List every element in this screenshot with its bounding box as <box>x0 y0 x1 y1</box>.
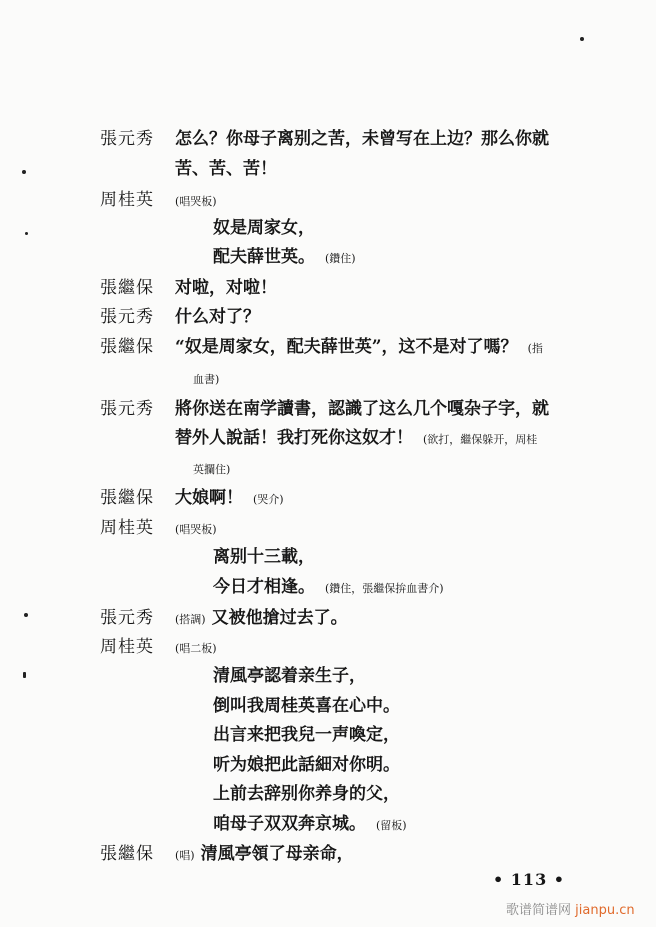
ink-speck <box>22 170 26 174</box>
script-line <box>175 517 223 541</box>
watermark-brand: jianpu.cn <box>575 903 635 918</box>
dialogue-text: “奴是周家女，配夫薛世英”，这不是对了嗎？ <box>175 337 518 357</box>
stage-direction: (唱哭板) <box>175 195 217 208</box>
script-line <box>175 189 223 213</box>
script-line <box>213 546 315 568</box>
script-line <box>193 367 225 391</box>
script-line <box>175 636 223 660</box>
script-line <box>213 576 444 600</box>
dialogue-text: 对啦，对啦！ <box>175 278 277 298</box>
dialogue-text: 怎么？你母子离别之苦，未曾写在上边？那么你就 <box>175 129 549 149</box>
speaker-name: 張元秀 <box>100 307 154 327</box>
dialogue-text: 配夫薛世英。 <box>213 247 315 267</box>
speaker-name: 張元秀 <box>100 608 154 628</box>
stage-direction: 血書) <box>193 373 220 386</box>
stage-direction: (留板) <box>376 819 407 832</box>
script-line <box>175 336 543 360</box>
dialogue-text: 倒叫我周桂英喜在心中。 <box>213 696 400 716</box>
ink-speck <box>23 672 26 678</box>
dialogue-text: 离别十三載， <box>213 547 315 567</box>
script-line <box>175 427 537 451</box>
speaker-name: 張繼保 <box>100 488 154 508</box>
dialogue-text: 替外人說話！我打死你这奴才！ <box>175 428 413 448</box>
dialogue-text: 听为娘把此話細对你明。 <box>213 755 400 775</box>
dialogue-text: 上前去辞别你养身的父， <box>213 784 400 804</box>
page-number: • 113 • <box>493 870 565 889</box>
stage-direction: (唱) <box>175 849 195 862</box>
stage-direction: (哭介) <box>253 493 284 506</box>
speaker-name: 周桂英 <box>100 637 154 657</box>
ink-speck <box>25 232 28 235</box>
stage-direction: (鑽住，張繼保拚血書介) <box>325 582 444 595</box>
dialogue-text: 咱母子双双奔京城。 <box>213 814 366 834</box>
script-line <box>175 607 348 631</box>
stage-direction: 英攔住) <box>193 463 231 476</box>
speaker-name: 張繼保 <box>100 278 154 298</box>
ink-speck <box>24 613 28 617</box>
script-line <box>193 457 236 481</box>
script-line <box>213 665 366 687</box>
script-line <box>175 277 277 299</box>
script-line <box>213 754 400 776</box>
stage-direction: (搭調) <box>175 613 206 626</box>
stage-direction: (欲打，繼保躲开，周桂 <box>423 433 538 446</box>
dialogue-text: 什么对了？ <box>175 307 260 327</box>
script-line <box>175 158 277 180</box>
script-line <box>175 843 354 867</box>
script-line <box>175 398 549 420</box>
dialogue-text: 奴是周家女， <box>213 218 315 238</box>
dialogue-text: 苦、苦、苦！ <box>175 159 277 179</box>
stage-direction: (鑽住) <box>325 252 356 265</box>
speaker-name: 張繼保 <box>100 844 154 864</box>
speaker-name: 周桂英 <box>100 190 154 210</box>
script-line <box>175 487 284 511</box>
watermark-text: 歌谱简谱网 <box>506 903 572 918</box>
speaker-name: 周桂英 <box>100 518 154 538</box>
dialogue-text: 出言来把我兒一声喚定， <box>213 725 400 745</box>
speaker-name: 張繼保 <box>100 337 154 357</box>
dialogue-text: 清風亭領了母亲命， <box>200 844 354 864</box>
stage-direction: (唱二板) <box>175 642 217 655</box>
dialogue-text: 大娘啊！ <box>175 488 243 508</box>
dialogue-text: 將你送在南学讀書，認識了这么几个嘎杂子字，就 <box>175 399 549 419</box>
stage-direction: (指 <box>527 342 543 355</box>
script-line <box>213 246 356 270</box>
script-line <box>213 724 400 746</box>
script-line <box>175 128 549 150</box>
script-line <box>175 306 260 328</box>
dialogue-text: 今日才相逢。 <box>213 577 315 597</box>
speaker-name: 張元秀 <box>100 399 154 419</box>
stage-direction: (唱哭板) <box>175 523 217 536</box>
script-line <box>213 783 400 805</box>
dialogue-text: 又被他搶过去了。 <box>211 608 348 628</box>
script-line <box>213 813 407 837</box>
dialogue-text: 清風亭認着亲生子， <box>213 666 366 686</box>
speaker-name: 張元秀 <box>100 129 154 149</box>
ink-speck <box>580 37 584 41</box>
script-line <box>213 695 400 717</box>
script-line <box>213 217 315 239</box>
watermark <box>506 899 635 918</box>
